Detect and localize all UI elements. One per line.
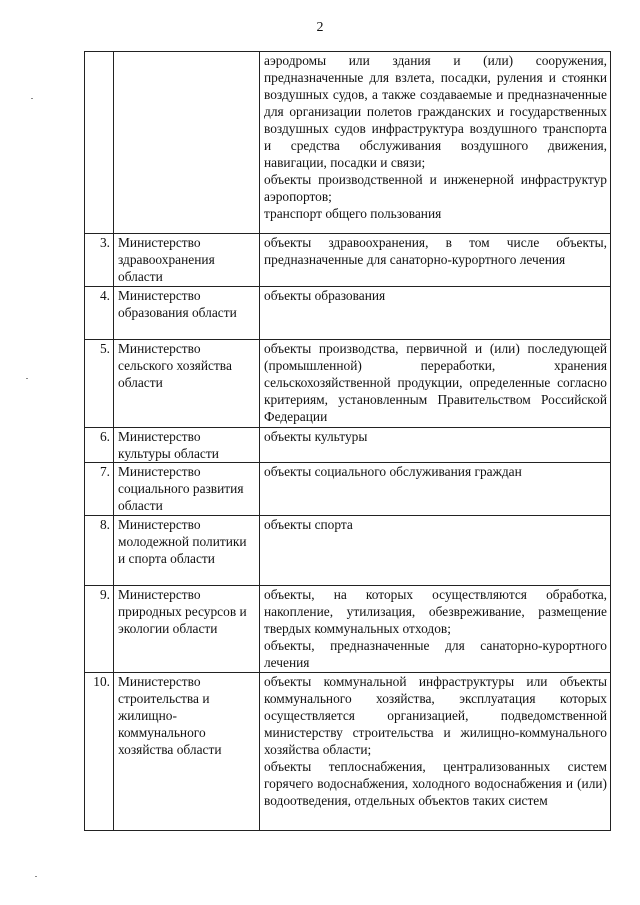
objects-paragraph: объекты производства, первичной и (или) последующей (промышленной) переработки, хранения сельскохозяйственной продукции, определенные согласно критериям, установленным Правительством Российской Федерации: [264, 341, 607, 424]
ministry-cell: Министерство культуры области: [114, 428, 260, 463]
objects-paragraph: объекты теплоснабжения, централизованных систем горячего водоснабжения, холодного водоснабжения и (или) водоотведения, отдельных объектов таких систем: [264, 759, 607, 808]
objects-paragraph: аэродромы или здания и (или) сооружения, предназначенные для взлета, посадки, руления и стоянки воздушных судов, а также создаваемые и предназначенные для организации полетов гражданских и государственных воздушных судов инфраструктура воздушного транспорта и средства обслуживания воздушного движения, навигации, посадки и связи;: [264, 53, 607, 170]
table-row-continuation: [85, 52, 611, 234]
row-number-cell: 5.: [85, 340, 114, 428]
row-number-cell: 7.: [85, 463, 114, 516]
objects-paragraph: объекты образования: [264, 288, 386, 303]
table-row-9: [85, 586, 611, 673]
objects-by-ministry-table: [84, 51, 611, 831]
scan-speck: [26, 378, 28, 379]
row-number-cell: 8.: [85, 516, 114, 586]
objects-cell: [260, 287, 611, 340]
objects-paragraph: объекты, на которых осуществляются обработка, накопление, утилизация, обезвреживание, размещение твердых коммунальных отходов;: [264, 587, 607, 636]
ministry-cell: Министерство социального развития области: [114, 463, 260, 516]
ministry-cell: Министерство сельского хозяйства области: [114, 340, 260, 428]
objects-cell: [260, 234, 611, 287]
objects-cell: [260, 428, 611, 463]
table-row-8: [85, 516, 611, 586]
row-number-cell: 3.: [85, 234, 114, 287]
ministry-cell: Министерство природных ресурсов и экологии области: [114, 586, 260, 673]
objects-paragraph: объекты культуры: [264, 429, 368, 444]
row-number-cell: 10.: [85, 673, 114, 831]
scan-speck: [31, 98, 33, 99]
objects-cell: [260, 52, 611, 234]
table-row-10: [85, 673, 611, 831]
objects-paragraph: объекты здравоохранения, в том числе объекты, предназначенные для санаторно-курортного лечения: [264, 235, 607, 267]
ministry-cell: Министерство образования области: [114, 287, 260, 340]
objects-cell: [260, 516, 611, 586]
table-row-7: [85, 463, 611, 516]
table-row-6: [85, 428, 611, 463]
ministry-cell: Министерство здравоохранения области: [114, 234, 260, 287]
objects-cell: [260, 586, 611, 673]
ministry-cell: Министерство молодежной политики и спорта области: [114, 516, 260, 586]
objects-paragraph: объекты социального обслуживания граждан: [264, 464, 522, 479]
row-number-cell: 4.: [85, 287, 114, 340]
objects-paragraph: объекты спорта: [264, 517, 353, 532]
objects-cell: [260, 673, 611, 831]
objects-paragraph: объекты, предназначенные для санаторно-курортного лечения: [264, 638, 607, 670]
scan-speck: [35, 876, 37, 877]
table-row-3: [85, 234, 611, 287]
row-number-cell: [85, 52, 114, 234]
ministry-cell: [114, 52, 260, 234]
objects-paragraph: транспорт общего пользования: [264, 206, 442, 221]
table-row-4: [85, 287, 611, 340]
page-number: 2: [316, 20, 324, 35]
objects-paragraph: объекты коммунальной инфраструктуры или объекты коммунального хозяйства, эксплуатация которых осуществляется организацией, подведомственной министерству строительства и жилищно-коммунального хозяйства области;: [264, 674, 607, 757]
row-number-cell: 6.: [85, 428, 114, 463]
table-row-5: [85, 340, 611, 428]
ministry-cell: Министерство строительства и жилищно-коммунального хозяйства области: [114, 673, 260, 831]
objects-cell: [260, 340, 611, 428]
objects-cell: [260, 463, 611, 516]
objects-paragraph: объекты производственной и инженерной инфраструктур аэропортов;: [264, 172, 607, 204]
row-number-cell: 9.: [85, 586, 114, 673]
